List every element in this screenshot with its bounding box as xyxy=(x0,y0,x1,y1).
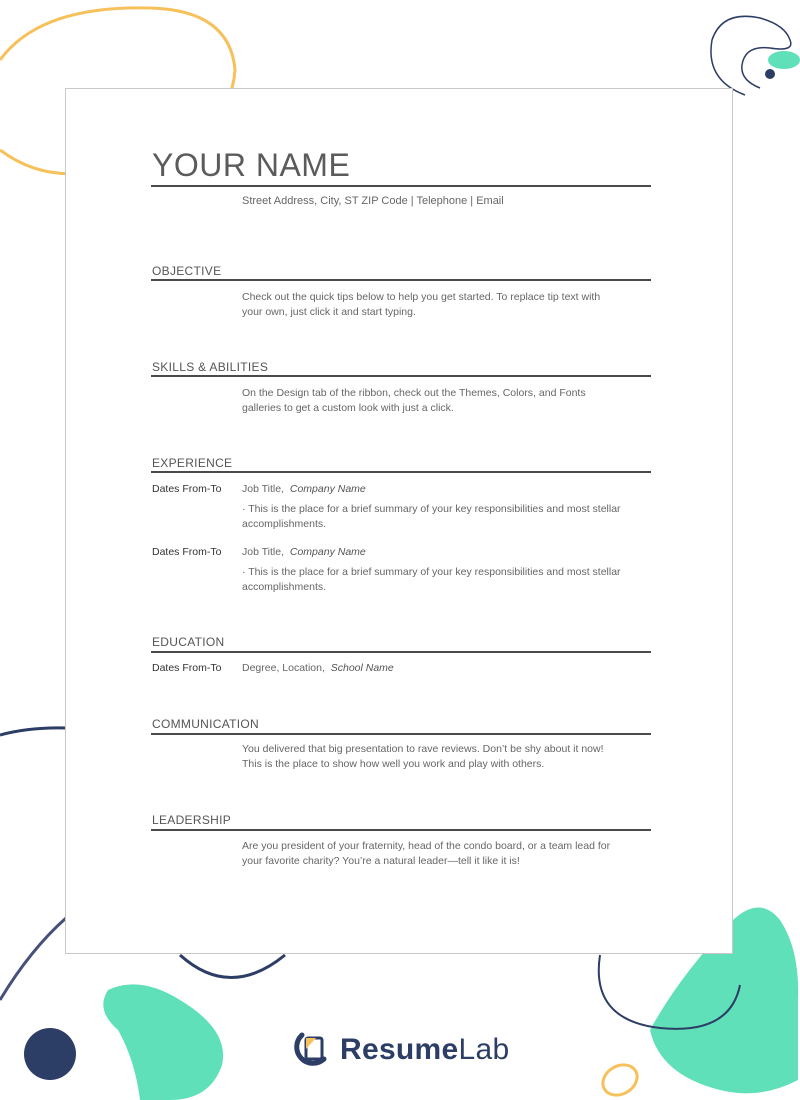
school-name: School Name xyxy=(330,662,394,674)
leadership-text[interactable]: Are you president of your fraternity, head of the condo board, or a team lead for your favorite charity? You’re a natural leader—tell it like it is! xyxy=(242,840,611,867)
brand-light: Lab xyxy=(458,1033,510,1066)
experience-summary-1[interactable]: · This is the place for a brief summary of your key responsibilities and most stellar accomplishments. xyxy=(242,503,621,530)
education-dates[interactable]: Dates From-To xyxy=(152,662,222,674)
experience-summary-2[interactable]: · This is the place for a brief summary of your key responsibilities and most stellar accomplishments. xyxy=(242,566,621,593)
mint-blob-bottom-left xyxy=(103,984,223,1100)
skills-text[interactable]: On the Design tab of the ribbon, check out the Themes, Colors, and Fonts galleries to get a custom look with just a click. xyxy=(242,387,586,414)
communication-text[interactable]: You delivered that big presentation to rave reviews. Don’t be shy about it now! This is the place to show how well you work and play with others. xyxy=(242,743,604,770)
resume-page xyxy=(65,88,733,954)
objective-text[interactable]: Check out the quick tips below to help you get started. To replace tip text with your own, just click it and start typing. xyxy=(242,291,601,318)
resumelab-logo xyxy=(288,1028,510,1072)
objective-divider xyxy=(151,279,651,281)
job-title: Job Title, xyxy=(242,546,285,558)
communication-divider xyxy=(151,733,651,735)
section-title-communication[interactable]: COMMUNICATION xyxy=(152,717,260,731)
section-title-education[interactable]: EDUCATION xyxy=(152,635,225,649)
section-title-skills[interactable]: SKILLS & ABILITIES xyxy=(152,360,269,374)
experience-job-2[interactable] xyxy=(242,546,366,558)
yellow-ring-bottom-right xyxy=(597,1059,642,1100)
experience-dates-2[interactable]: Dates From-To xyxy=(152,546,222,558)
section-title-objective[interactable]: OBJECTIVE xyxy=(152,264,222,278)
resumelab-logo-icon xyxy=(288,1029,330,1071)
name-divider xyxy=(151,185,651,187)
contact-line[interactable]: Street Address, City, ST ZIP Code | Telephone | Email xyxy=(242,195,504,207)
resume-name[interactable]: YOUR NAME xyxy=(152,147,351,183)
company-name: Company Name xyxy=(289,546,366,558)
experience-divider xyxy=(151,471,651,473)
section-title-experience[interactable]: EXPERIENCE xyxy=(152,456,233,470)
brand-bold: Resume xyxy=(340,1033,459,1066)
resumelab-wordmark xyxy=(340,1033,510,1067)
navy-curve-bottom-center xyxy=(180,955,285,978)
experience-job-1[interactable] xyxy=(242,483,366,495)
leadership-divider xyxy=(151,829,651,831)
experience-dates-1[interactable]: Dates From-To xyxy=(152,483,222,495)
skills-divider xyxy=(151,375,651,377)
company-name: Company Name xyxy=(289,483,366,495)
degree-location: Degree, Location, xyxy=(242,662,325,674)
education-divider xyxy=(151,651,651,653)
mint-blob-top-right xyxy=(768,51,800,69)
navy-dot-top-right xyxy=(765,69,775,79)
navy-stroke-bottom-left xyxy=(0,918,66,1000)
section-title-leadership[interactable]: LEADERSHIP xyxy=(152,813,232,827)
education-details[interactable] xyxy=(242,662,394,674)
navy-dot-bottom-left xyxy=(24,1028,76,1080)
job-title: Job Title, xyxy=(242,483,285,495)
navy-stroke-left xyxy=(0,728,66,735)
